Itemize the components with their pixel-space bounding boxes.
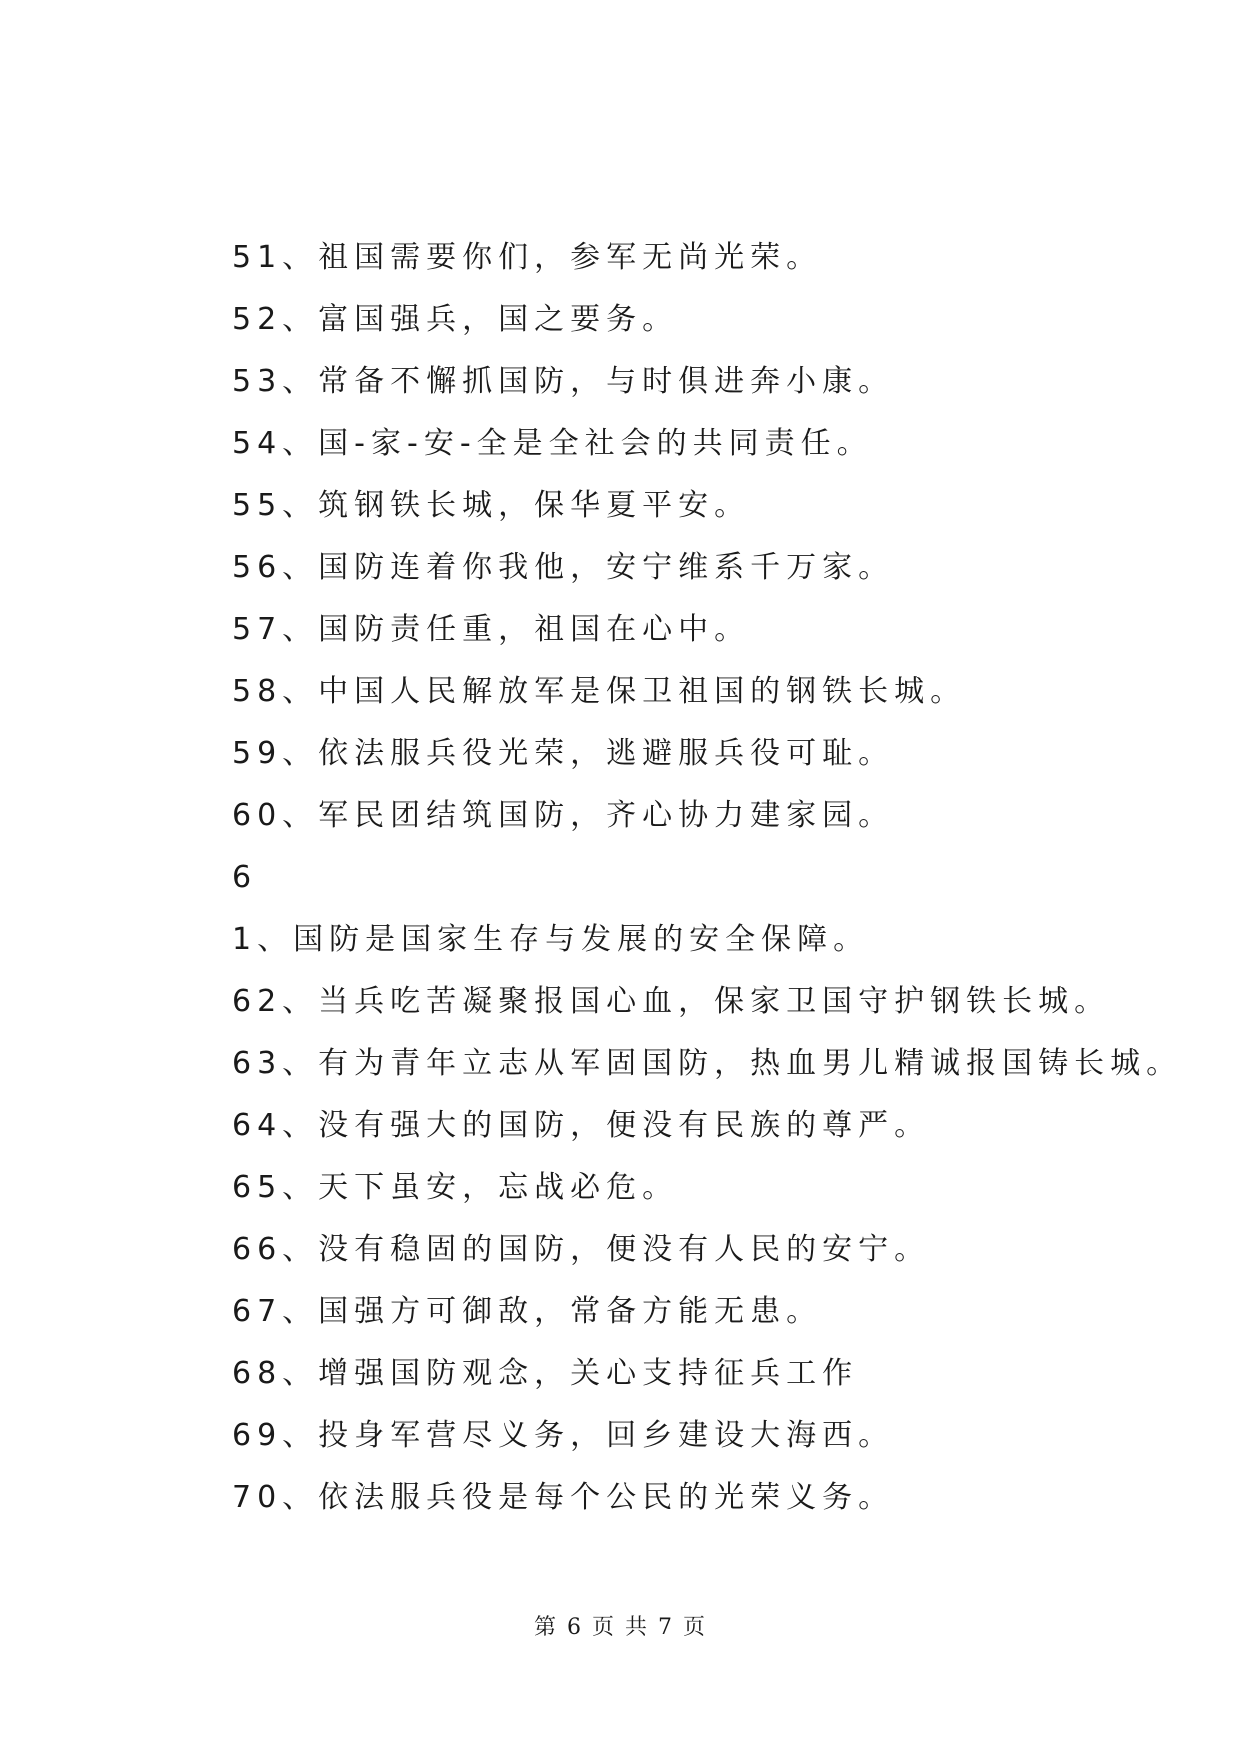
list-item: 53、常备不懈抓国防，与时俱进奔小康。	[232, 364, 895, 399]
list-item: 6	[232, 860, 258, 895]
list-item: 70、依法服兵役是每个公民的光荣义务。	[232, 1480, 895, 1515]
list-item: 65、天下虽安，忘战必危。	[232, 1170, 679, 1205]
list-item: 69、投身军营尽义务，回乡建设大海西。	[232, 1418, 895, 1453]
list-item: 63、有为青年立志从军固国防，热血男儿精诚报国铸长城。	[232, 1046, 1183, 1081]
list-item: 58、中国人民解放军是保卫祖国的钢铁长城。	[232, 674, 967, 709]
list-item: 51、祖国需要你们，参军无尚光荣。	[232, 240, 823, 275]
list-item: 54、国-家-安-全是全社会的共同责任。	[232, 426, 873, 461]
list-item: 60、军民团结筑国防，齐心协力建家园。	[232, 798, 895, 833]
list-item: 67、国强方可御敌，常备方能无患。	[232, 1294, 823, 1329]
list-item: 66、没有稳固的国防，便没有人民的安宁。	[232, 1232, 931, 1267]
list-item: 55、筑钢铁长城，保华夏平安。	[232, 488, 751, 523]
list-item: 57、国防责任重，祖国在心中。	[232, 612, 751, 647]
list-item: 64、没有强大的国防，便没有民族的尊严。	[232, 1108, 931, 1143]
list-item: 1、国防是国家生存与发展的安全保障。	[232, 922, 870, 957]
list-item: 56、国防连着你我他，安宁维系千万家。	[232, 550, 895, 585]
slogan-list	[232, 232, 1212, 1534]
page-footer: 第 6 页 共 7 页	[534, 1615, 707, 1640]
list-item: 52、富国强兵，国之要务。	[232, 302, 679, 337]
list-item: 62、当兵吃苦凝聚报国心血，保家卫国守护钢铁长城。	[232, 984, 1111, 1019]
list-item: 59、依法服兵役光荣，逃避服兵役可耻。	[232, 736, 895, 771]
list-item: 68、增强国防观念，关心支持征兵工作	[232, 1356, 859, 1391]
